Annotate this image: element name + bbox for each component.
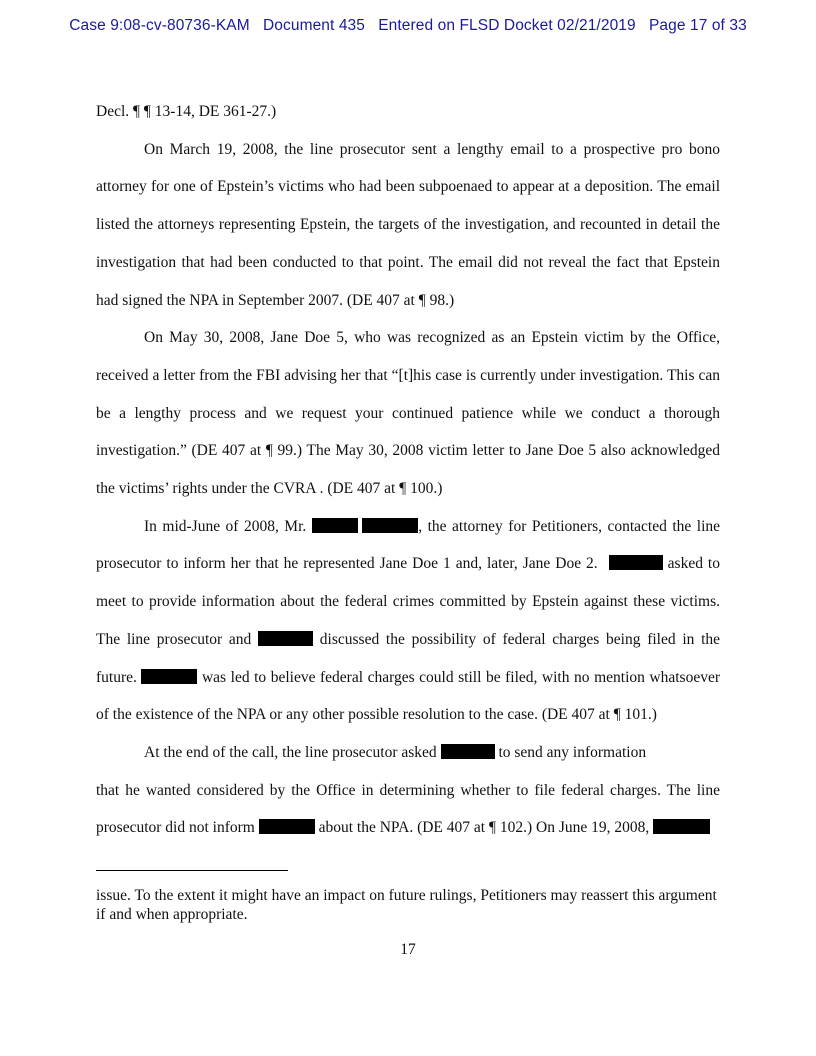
paragraph-end-of-call	[96, 734, 720, 847]
paragraph-fbi-letter: On May 30, 2008, Jane Doe 5, who was recognized as an Epstein victim by the Office, received a letter from the FBI advising her that “[t]his case is currently under investigation. This can be a lengthy process and we request your continued patience while we conduct a thorough investigation.” (DE 407 at ¶ 99.) The May 30, 2008 victim letter to Jane Doe 5 also acknowledged the victims’ rights under the CVRA . (DE 407 at ¶ 100.)	[96, 329, 720, 498]
page-number: 17	[400, 941, 416, 958]
text-segment: that he wanted considered by the Office in determining whether to file federal charges. The line prosecutor did not inform	[96, 781, 720, 837]
redaction-box	[441, 744, 495, 759]
footnote-text: issue. To the extent it might have an impact on future rulings, Petitioners may reassert this argument if and when appropriate.	[96, 887, 717, 923]
redaction-box	[141, 669, 197, 684]
text-segment: asked to meet to provide information about the federal crimes committed by Epstein against these victims. The line prosecutor and	[96, 555, 720, 648]
redaction-box	[312, 518, 358, 533]
page-of-total: Page 17 of 33	[648, 17, 747, 34]
text-segment: discussed the possibility of federal charges being filed in the future.	[96, 630, 721, 686]
text-segment: to send any information	[498, 743, 647, 761]
paragraph-email: On March 19, 2008, the line prosecutor sent a lengthy email to a prospective pro bono attorney for one of Epstein’s victims who had been subpoenaed to appear at a deposition. The email listed the attorneys representing Epstein, the targets of the investigation, and recounted in detail the investigation that had been conducted to that point. The email did not reveal the fact that Epstein had signed the NPA in September 2007. (DE 407 at ¶ 98.)	[96, 140, 720, 309]
text-segment: In mid-June of 2008, Mr.	[144, 517, 307, 535]
case-number: Case 9:08-cv-80736-KAM	[69, 17, 250, 34]
paragraph-attorney-contact	[96, 508, 720, 734]
document-body	[96, 93, 720, 847]
redaction-box	[259, 819, 315, 834]
footnote-divider	[96, 870, 288, 871]
footnote	[96, 887, 720, 924]
redaction-box	[609, 555, 663, 570]
text-segment: , the attorney for Petitioners, contacted the line prosecutor to inform her that he represented Jane Doe 1 and, later, Jane Doe 2.	[96, 517, 721, 573]
redaction-box	[653, 819, 710, 834]
document-number: Document 435	[262, 17, 365, 34]
redaction-box	[258, 631, 313, 646]
paragraph-continuation: Decl. ¶ ¶ 13-14, DE 361-27.)	[96, 103, 277, 120]
docket-header	[0, 17, 816, 35]
text-segment: was led to believe federal charges could still be filed, with no mention whatsoever of the existence of the NPA or any other possible resolution to the case. (DE 407 at ¶ 101.)	[96, 668, 721, 724]
redaction-box	[362, 518, 418, 533]
entered-date: Entered on FLSD Docket 02/21/2019	[378, 17, 636, 34]
text-segment: At the end of the call, the line prosecutor asked	[144, 743, 437, 761]
text-segment: about the NPA. (DE 407 at ¶ 102.) On June 19, 2008,	[318, 819, 650, 837]
